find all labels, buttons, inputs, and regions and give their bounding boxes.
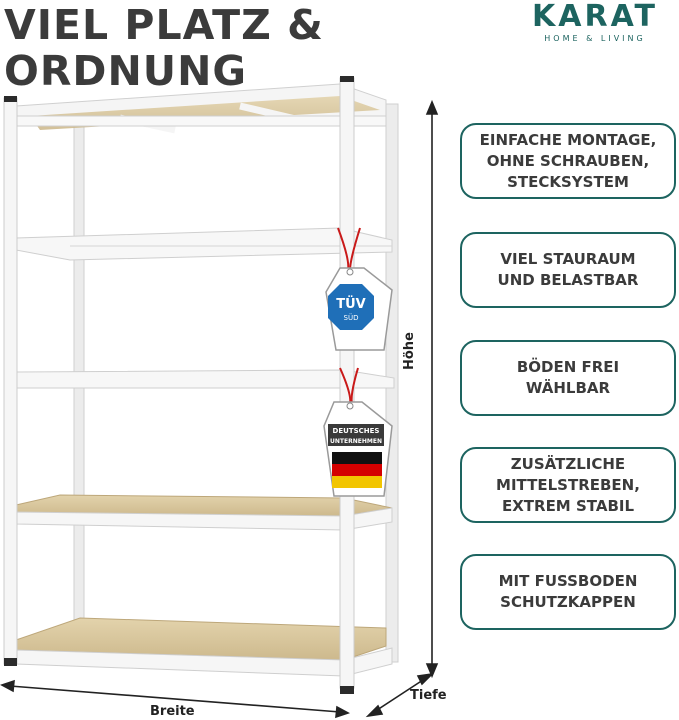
shelf-level-1	[16, 84, 386, 130]
height-arrow	[427, 102, 437, 676]
shelf-level-5	[16, 618, 392, 676]
front-upright-left	[4, 98, 17, 664]
headline-line-2: ORDNUNG	[4, 47, 248, 95]
tuev-text: TÜV	[336, 297, 366, 312]
feature-text: BÖDEN FREI WÄHLBAR	[516, 358, 620, 397]
german-flag-icon	[332, 452, 382, 488]
depth-label: Tiefe	[410, 688, 447, 703]
shelf-level-2	[16, 228, 392, 260]
feature-text: MIT FUSSBODEN SCHUTZKAPPEN	[498, 572, 638, 611]
foot-cap-left	[4, 658, 17, 666]
feature-box-storage	[460, 232, 676, 308]
german-tag-line-1: DEUTSCHES	[332, 427, 380, 435]
german-tag-line-2: UNTERNEHMEN	[330, 438, 382, 445]
shelf-level-3	[16, 370, 394, 388]
foot-cap-right	[340, 686, 354, 694]
headline-line-1: VIEL PLATZ &	[4, 1, 324, 49]
feature-box-struts	[460, 447, 676, 523]
shelf-level-4	[16, 495, 392, 530]
top-cap-left	[4, 96, 17, 102]
brand-logo	[512, 0, 678, 43]
top-cap-right	[340, 76, 354, 82]
feature-box-shelves	[460, 340, 676, 416]
feature-box-assembly	[460, 123, 676, 199]
feature-text: EINFACHE MONTAGE, OHNE SCHRAUBEN, STECKSYSTEM	[479, 130, 657, 191]
height-label: Höhe	[402, 332, 417, 370]
feature-box-floor-caps	[460, 554, 676, 630]
brand-name: KARAT	[532, 0, 658, 34]
tuev-sued-text: SÜD	[343, 314, 359, 322]
feature-text: VIEL STAURAUM UND BELASTBAR	[497, 250, 639, 289]
feature-text: ZUSÄTZLICHE MITTELSTREBEN, EXTREM STABIL	[496, 454, 640, 515]
width-label: Breite	[150, 704, 195, 719]
brand-tagline: HOME & LIVING	[544, 34, 646, 43]
